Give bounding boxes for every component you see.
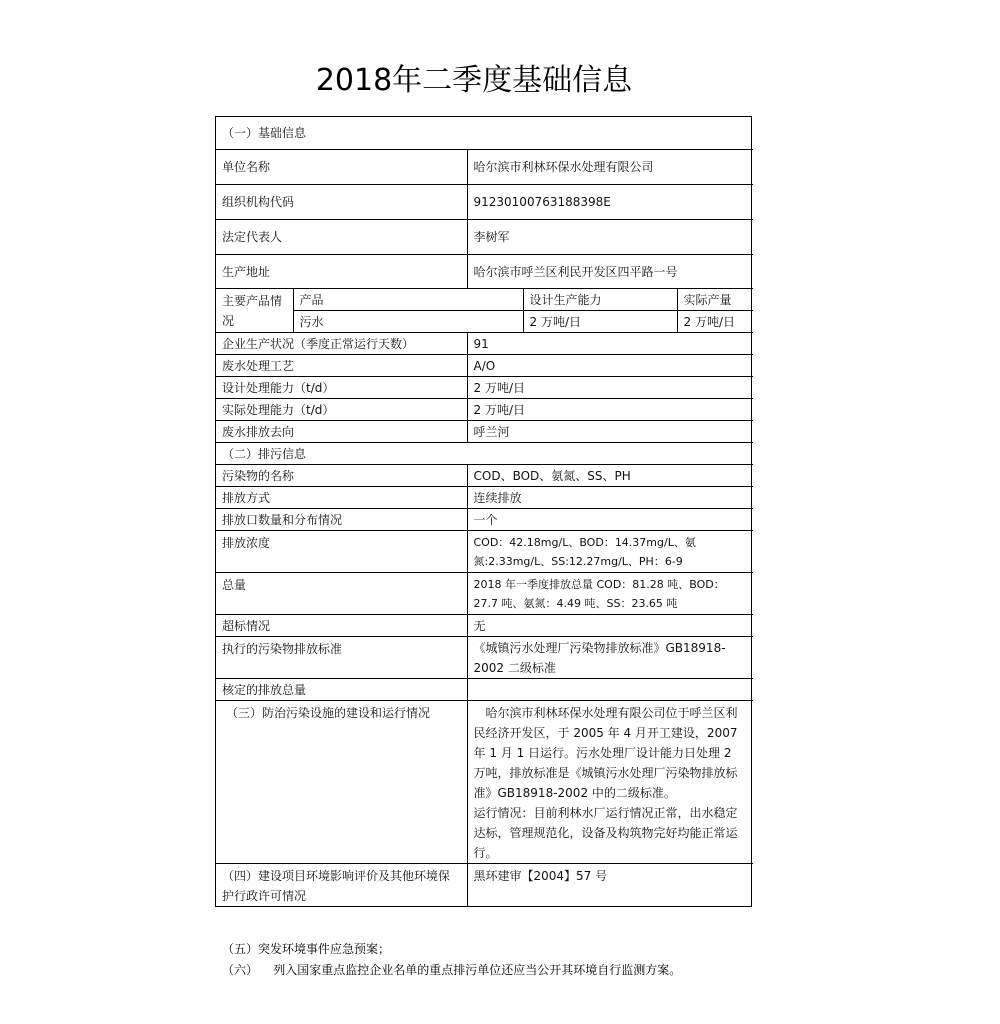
section4-value: 黑环建审【2004】57 号: [467, 864, 753, 907]
label-pollutants: 污染物的名称: [216, 465, 467, 487]
section4-label: （四）建设项目环境影响评价及其他环境保护行政许可情况: [216, 864, 467, 907]
footer-item-6: （六） 列入国家重点监控企业名单的重点排污单位还应当公开其环境自行监测方案。: [222, 963, 682, 977]
label-org-code: 组织机构代码: [216, 185, 467, 220]
basic-info-table: [216, 117, 753, 906]
products-value-product: 污水: [293, 311, 523, 333]
label-company-name: 单位名称: [216, 150, 467, 185]
value-operating-days: 91: [467, 333, 753, 355]
label-total-amount: 总量: [216, 573, 467, 615]
label-actual-capacity: 实际处理能力（t/d）: [216, 399, 467, 421]
label-outlet-count: 排放口数量和分布情况: [216, 509, 467, 531]
value-design-capacity: 2 万吨/日: [467, 377, 753, 399]
value-company-name: 哈尔滨市利林环保水处理有限公司: [467, 150, 753, 185]
value-address: 哈尔滨市呼兰区利民开发区四平路一号: [467, 255, 753, 289]
products-header-actual-output: 实际产量: [677, 289, 753, 311]
label-discharge-destination: 废水排放去向: [216, 421, 467, 443]
label-exceedance: 超标情况: [216, 615, 467, 637]
label-address: 生产地址: [216, 255, 467, 289]
footer-item-5: （五）突发环境事件应急预案；: [222, 942, 391, 956]
label-discharge-method: 排放方式: [216, 487, 467, 509]
section3-paragraph-operation: 运行情况：目前利林水厂运行情况正常，出水稳定达标，管理规范化，设备及构筑物完好均能正常运行。: [473, 806, 738, 860]
label-concentration: 排放浓度: [216, 531, 467, 573]
section3-content: [467, 701, 753, 864]
label-treatment-process: 废水处理工艺: [216, 355, 467, 377]
products-value-actual-output: 2 万吨/日: [677, 311, 753, 333]
value-discharge-method: 连续排放: [467, 487, 753, 509]
label-design-capacity: 设计处理能力（t/d）: [216, 377, 467, 399]
value-legal-rep: 李树军: [467, 220, 753, 255]
products-value-design-capacity: 2 万吨/日: [523, 311, 677, 333]
products-header-design-capacity: 设计生产能力: [523, 289, 677, 311]
section3-label: （三）防治污染设施的建设和运行情况: [216, 701, 467, 864]
value-emission-standard: 《城镇污水处理厂污染物排放标准》GB18918-2002 二级标准: [467, 637, 753, 679]
value-exceedance: 无: [467, 615, 753, 637]
value-treatment-process: A/O: [467, 355, 753, 377]
value-discharge-destination: 呼兰河: [467, 421, 753, 443]
label-operating-days: 企业生产状况（季度正常运行天数）: [216, 333, 467, 355]
section1-heading: （一）基础信息: [216, 117, 753, 150]
info-table-frame: [215, 116, 752, 907]
page-title: 2018年二季度基础信息: [315, 63, 633, 98]
value-pollutants: COD、BOD、氨氮、SS、PH: [467, 465, 753, 487]
label-legal-rep: 法定代表人: [216, 220, 467, 255]
section2-heading: （二）排污信息: [216, 443, 753, 465]
value-outlet-count: 一个: [467, 509, 753, 531]
label-emission-standard: 执行的污染物排放标准: [216, 637, 467, 679]
label-approved-total: 核定的排放总量: [216, 679, 467, 701]
value-total-amount: 2018 年一季度排放总量 COD：81.28 吨、BOD：27.7 吨、氨氮：4.49 吨、SS：23.65 吨: [467, 573, 753, 615]
label-products: 主要产品情况: [216, 289, 293, 333]
value-approved-total: [467, 679, 753, 701]
value-concentration: COD：42.18mg/L、BOD：14.37mg/L、氨氮:2.33mg/L、SS:12.27mg/L、PH：6-9: [467, 531, 753, 573]
section3-paragraph-intro: 哈尔滨市利林环保水处理有限公司位于呼兰区利民经济开发区，于 2005 年 4 月开工建设，2007 年 1 月 1 日运行。污水处理厂设计能力日处理 2 万吨，排放标准是《城镇污水处理厂污染物排放标准》GB18918-2002 中的二级标准。: [473, 706, 738, 800]
products-header-product: 产品: [293, 289, 523, 311]
value-org-code: 91230100763188398E: [467, 185, 753, 220]
value-actual-capacity: 2 万吨/日: [467, 399, 753, 421]
